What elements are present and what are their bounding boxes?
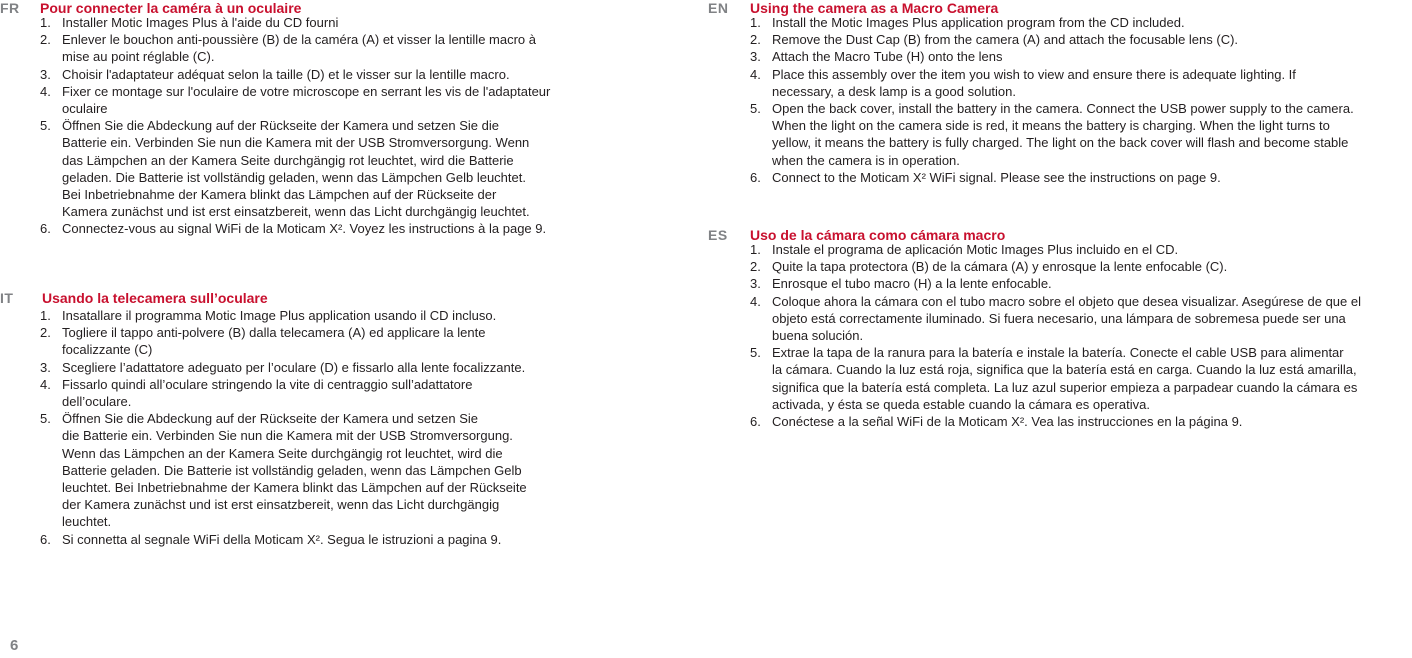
- step-text-line: objeto está correctamente iluminado. Si fuera necesario, una lámpara de sobremesa puede ser una: [772, 310, 1346, 326]
- step-text-line: Connectez-vous au signal WiFi de la Moticam X². Voyez les instructions à la page 9.: [62, 221, 547, 237]
- step-text-line: Coloque ahora la cámara con el tubo macro sobre el objeto que desea visualizar. Asegúrese de que el: [772, 293, 1361, 309]
- step-text-line: Extrae la tapa de la ranura para la batería e instale la batería. Conecte el cable USB para alimentar: [772, 345, 1344, 361]
- step-number: 5.: [750, 101, 761, 117]
- step-item: [40, 359, 527, 376]
- step-text-line: Togliere il tappo anti-polvere (B) dalla telecamera (A) ed applicare la lente: [62, 325, 486, 341]
- step-number: 1.: [40, 308, 51, 323]
- step-item: [40, 531, 527, 548]
- step-number: 4.: [40, 376, 51, 392]
- step-number: 5.: [40, 118, 51, 134]
- language-code: IT: [0, 290, 14, 306]
- step-text-line: Attach the Macro Tube (H) onto the lens: [772, 49, 1003, 65]
- step-text-line: Install the Motic Images Plus application program from the CD included.: [772, 15, 1185, 30]
- step-text-line: Fixer ce montage sur l'oculaire de votre microscope en serrant les vis de l'adaptateur: [62, 83, 551, 99]
- step-text-line: Insatallare il programma Motic Image Plus application usando il CD incluso.: [62, 308, 497, 323]
- step-number: 1.: [750, 15, 761, 30]
- step-text-line: die Batterie ein. Verbinden Sie nun die Kamera mit der USB Stromversorgung.: [62, 428, 513, 444]
- step-item: [750, 293, 1361, 345]
- step-number: 3.: [40, 66, 51, 82]
- step-item: [750, 258, 1361, 275]
- step-text-line: Wenn das Lämpchen an der Kamera Seite durchgängig rot leuchtet, wird die: [62, 445, 503, 461]
- step-text-line: leuchtet. Bei Inbetriebnahme der Kamera blinkt das Lämpchen auf der Rückseite: [62, 480, 527, 496]
- section-title: Usando la telecamera sull’oculare: [42, 290, 268, 306]
- step-text-line: dell’oculare.: [62, 394, 132, 410]
- step-text-line: When the light on the camera side is red, it means the battery is charging. When the light turns to: [772, 118, 1330, 134]
- step-item: [750, 275, 1361, 292]
- step-number: 6.: [750, 414, 761, 430]
- section-title: Using the camera as a Macro Camera: [750, 0, 999, 16]
- step-text-line: Scegliere l’adattatore adeguato per l’oculare (D) e fissarlo alla lente focalizzante.: [62, 359, 526, 375]
- step-text-line: yellow, it means the battery is fully charged. The light on the back cover will flash and become stable: [772, 135, 1349, 151]
- step-text-line: oculaire: [62, 101, 108, 117]
- step-text-line: Installer Motic Images Plus à l'aide du CD fourni: [62, 15, 339, 30]
- step-text-line: when the camera is in operation.: [772, 152, 960, 168]
- step-text-line: Öffnen Sie die Abdeckung auf der Rückseite der Kamera und setzen Sie die: [62, 118, 499, 134]
- step-text-line: Conéctese a la señal WiFi de la Moticam X². Vea las instrucciones en la página 9.: [772, 414, 1243, 430]
- step-text-line: Batterie geladen. Die Batterie ist vollständig geladen, wenn das Lämpchen Gelb: [62, 462, 522, 478]
- step-item: [40, 220, 550, 237]
- step-number: 2.: [750, 32, 761, 48]
- step-number: 3.: [40, 359, 51, 375]
- step-text-line: Öffnen Sie die Abdeckung auf der Rückseite der Kamera und setzen Sie: [62, 411, 479, 427]
- step-item: [40, 376, 527, 410]
- step-text-line: Batterie ein. Verbinden Sie nun die Kamera mit der USB Stromversorgung. Wenn: [62, 135, 530, 151]
- step-text-line: focalizzante (C): [62, 342, 153, 358]
- step-text-line: Enlever le bouchon anti-poussière (B) de la caméra (A) et visser la lentille macro à: [62, 32, 536, 48]
- step-number: 4.: [750, 66, 761, 82]
- step-text-line: Open the back cover, install the battery in the camera. Connect the USB power supply to the camera.: [772, 101, 1354, 117]
- step-text-line: der Kamera zunächst und ist erst einsatzbereit, wenn das Licht durchgängig: [62, 497, 500, 513]
- step-number: 2.: [750, 259, 761, 275]
- step-item: [750, 14, 1354, 31]
- language-code: EN: [708, 0, 729, 16]
- step-text-line: significa que la batería está completa. La luz azul superior empieza a parpadear cuando la cámara es: [772, 379, 1358, 395]
- step-number: 6.: [40, 531, 51, 547]
- step-item: [40, 14, 550, 31]
- step-number: 1.: [40, 15, 51, 30]
- step-item: [40, 66, 550, 83]
- step-number: 3.: [750, 276, 761, 292]
- step-number: 2.: [40, 325, 51, 341]
- step-text-line: Choisir l'adaptateur adéquat selon la taille (D) et le visser sur la lentille macro.: [62, 66, 510, 82]
- step-item: [40, 324, 527, 358]
- section-title: Uso de la cámara como cámara macro: [750, 227, 1006, 243]
- step-text-line: mise au point réglable (C).: [62, 49, 215, 65]
- step-text-line: geladen. Die Batterie ist vollständig geladen, wenn das Lämpchen Gelb leuchtet.: [62, 169, 526, 185]
- step-item: [750, 169, 1354, 186]
- step-text-line: Si connetta al segnale WiFi della Moticam X². Segua le istruzioni a pagina 9.: [62, 531, 502, 547]
- language-code: ES: [708, 227, 728, 243]
- step-text-line: das Lämpchen an der Kamera Seite durchgängig rot leuchtet, wird die Batterie: [62, 152, 514, 168]
- language-code: FR: [0, 0, 20, 16]
- step-text-line: Place this assembly over the item you wish to view and ensure there is adequate lighting. If: [772, 66, 1296, 82]
- step-text-line: Connect to the Moticam X² WiFi signal. Please see the instructions on page 9.: [772, 169, 1221, 185]
- instruction-steps: [40, 307, 527, 548]
- step-text-line: activada, y ésta se queda estable cuando la cámara es operativa.: [772, 396, 1150, 412]
- step-item: [750, 413, 1361, 430]
- step-number: 6.: [750, 169, 761, 185]
- step-text-line: Quite la tapa protectora (B) de la cámara (A) y enrosque la lente enfocable (C).: [772, 259, 1228, 275]
- step-item: [40, 410, 527, 530]
- step-number: 5.: [750, 345, 761, 361]
- step-item: [40, 117, 550, 220]
- step-text-line: buena solución.: [772, 328, 864, 344]
- step-text-line: Instale el programa de aplicación Motic Images Plus incluido en el CD.: [772, 242, 1179, 257]
- step-item: [750, 66, 1354, 100]
- step-item: [750, 241, 1361, 258]
- step-item: [40, 83, 550, 117]
- step-item: [750, 100, 1354, 169]
- step-number: 2.: [40, 32, 51, 48]
- section-title: Pour connecter la caméra à un oculaire: [40, 0, 302, 16]
- step-text-line: Remove the Dust Cap (B) from the camera (A) and attach the focusable lens (C).: [772, 32, 1239, 48]
- step-number: 3.: [750, 49, 761, 65]
- step-item: [40, 31, 550, 65]
- instruction-steps: [750, 241, 1361, 430]
- step-text-line: la cámara. Cuando la luz está roja, significa que la batería está en carga. Cuando la luz está amarilla,: [772, 362, 1357, 378]
- step-number: 5.: [40, 411, 51, 427]
- step-number: 6.: [40, 221, 51, 237]
- step-number: 4.: [750, 293, 761, 309]
- step-text-line: Enrosque el tubo macro (H) a la lente enfocable.: [772, 276, 1052, 292]
- step-item: [750, 48, 1354, 65]
- step-text-line: Bei Inbetriebnahme der Kamera blinkt das Lämpchen auf der Rückseite der: [62, 187, 497, 203]
- instruction-steps: [40, 14, 550, 238]
- step-text-line: Fissarlo quindi all’oculare stringendo la vite di centraggio sull’adattatore: [62, 376, 473, 392]
- step-text-line: Kamera zunächst und ist erst einsatzbereit, wenn das Licht durchgängig leuchtet.: [62, 204, 530, 220]
- page-number: 6: [10, 637, 19, 654]
- step-text-line: necessary, a desk lamp is a good solution.: [772, 83, 1017, 99]
- step-item: [750, 344, 1361, 413]
- instruction-steps: [750, 14, 1354, 186]
- step-number: 4.: [40, 83, 51, 99]
- step-item: [750, 31, 1354, 48]
- step-item: [40, 307, 527, 324]
- step-text-line: leuchtet.: [62, 514, 112, 530]
- step-number: 1.: [750, 242, 761, 257]
